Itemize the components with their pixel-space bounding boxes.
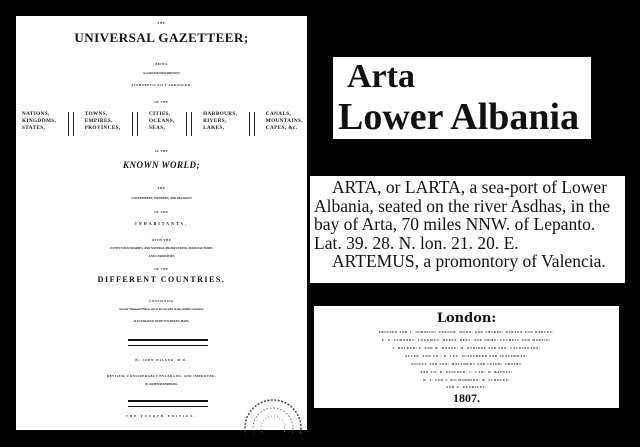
with-the-text: WITH THE: [151, 238, 172, 242]
region-name: Lower Albania: [338, 96, 580, 138]
category-item: CITIES,: [148, 111, 171, 117]
curiosities-text: AND CURIOSITIES: [148, 254, 175, 258]
imprint-line: E. D. SYMONDS; LONGMAN, HURST, REES, AND ORME; CUTHELL AND MARTIN;: [381, 338, 552, 342]
in-the-text: IN THE: [154, 149, 169, 153]
category-item: SEAS,: [148, 125, 166, 131]
category-item: CANALS,: [265, 111, 292, 117]
imprint-line: J. WALKER; F. AND W. WYNNE; W. OTRIDGE AND SON; LACKINGTON,: [392, 346, 541, 350]
being-text: BEING: [155, 62, 168, 66]
categories-columns: [22, 111, 303, 141]
of-the-text-3: OF THE: [154, 267, 169, 271]
imprint-line: AND G. KEARSLEY.: [446, 385, 487, 389]
imprint-line: AND CO; R. FAULDER; C. LAW; W. BAYNES;: [420, 370, 513, 374]
government-text: GOVERNMENT, MANNERS, AND RELIGION: [131, 196, 192, 200]
revised-text: REVISED, CONSIDERABLY ENLARGED, AND IMPROVED,: [106, 374, 217, 378]
category-column: [22, 111, 56, 141]
inhabitants-text: INHABITANTS,: [135, 221, 188, 226]
containing-text: CONTAINING: [149, 299, 174, 303]
category-item: CAPES, &c.: [265, 125, 298, 131]
imprint-line: ALLEN, AND CO.; R. LEA; SCATCHERD AND LETTERMAN;: [405, 354, 528, 358]
double-rule-separator: [186, 112, 192, 136]
category-item: TOWNS,: [84, 111, 108, 117]
imprint-year: 1807.: [453, 391, 480, 405]
gazetteer-entry-excerpt: [310, 176, 625, 283]
imprint-excerpt: [314, 306, 619, 408]
imprint-line: W. J. AND J. RICHARDSON; R. SCHOLEY;: [422, 378, 511, 382]
double-rule-separator: [132, 112, 138, 136]
the-text-2: THE: [157, 186, 166, 190]
library-stamp-icon: [239, 394, 305, 434]
extent-text: EXTENT, BOUNDARIES, AND NATURAL PRODUCTIONS, MANUFACTURES: [110, 246, 213, 250]
place-name-label: [333, 57, 591, 139]
author-text: By JOHN WALKER, M.D.: [135, 359, 188, 362]
category-column: [149, 111, 175, 141]
category-item: STATES,: [22, 125, 46, 131]
category-item: OCEANS,: [148, 118, 175, 124]
imprint-line: OGILVY AND SON; MATTHEWS AND LEIGH; CROSBY: [411, 362, 522, 366]
category-column: [266, 111, 303, 141]
double-rule: [128, 400, 208, 407]
category-item: HARBOURS,: [203, 111, 238, 117]
arranged-text: ALPHABETICALLY ARRANGED,: [131, 83, 192, 87]
reviser-text: By ARTHUR KERSHAW.: [145, 382, 178, 386]
of-the-text-2: OF THE: [154, 210, 169, 214]
of-the-text-1: OF THE: [154, 100, 169, 104]
category-item: KINGDOMS,: [22, 118, 57, 124]
category-item: PROVINCES,: [84, 125, 121, 131]
double-rule-separator: [249, 112, 255, 136]
the-heading: THE: [157, 21, 166, 25]
imprint-place: London:: [436, 311, 497, 326]
illustrated-text: ILLUSTRATED WITH FOURTEEN MAPS.: [133, 319, 190, 323]
category-item: MOUNTAINS,: [265, 118, 303, 124]
imprint-line: PRINTED FOR J. JOHNSON; VERNOR, HOOD, AND SHARPE; DARTON AND HARVEY;: [378, 330, 555, 334]
double-rule-separator: [68, 112, 74, 136]
edition-text: THE FOURTH EDITION.: [125, 414, 198, 418]
category-column: [203, 111, 237, 141]
place-name: Arta: [347, 58, 415, 95]
countries-text: DIFFERENT COUNTRIES.: [97, 275, 226, 284]
book-title: UNIVERSAL GAZETTEER;: [74, 30, 249, 45]
category-column: [85, 111, 121, 141]
concise-text: A CONCISE DESCRIPTION,: [142, 71, 181, 75]
double-rule: [128, 339, 208, 346]
category-item: RIVERS,: [203, 118, 227, 124]
several-places-text: Several Thousand Places not to be met with in any similar Gazetteer.: [119, 307, 204, 311]
category-item: NATIONS,: [22, 111, 50, 117]
known-world-text: KNOWN WORLD;: [122, 160, 201, 170]
category-item: EMPIRES,: [84, 118, 113, 124]
title-page-scan: [16, 16, 307, 430]
arta-entry: ARTA, or LARTA, a sea-port of Lower Albania, seated on the river Asdhas, in the bay of Arta, 70 miles NNW. of Lepanto. Lat. 39. 28. N. lon. 21. 20. E.: [314, 177, 610, 253]
category-item: LAKES,: [203, 125, 225, 131]
artemus-entry: ARTEMUS, a promontory of Valencia.: [332, 251, 606, 271]
